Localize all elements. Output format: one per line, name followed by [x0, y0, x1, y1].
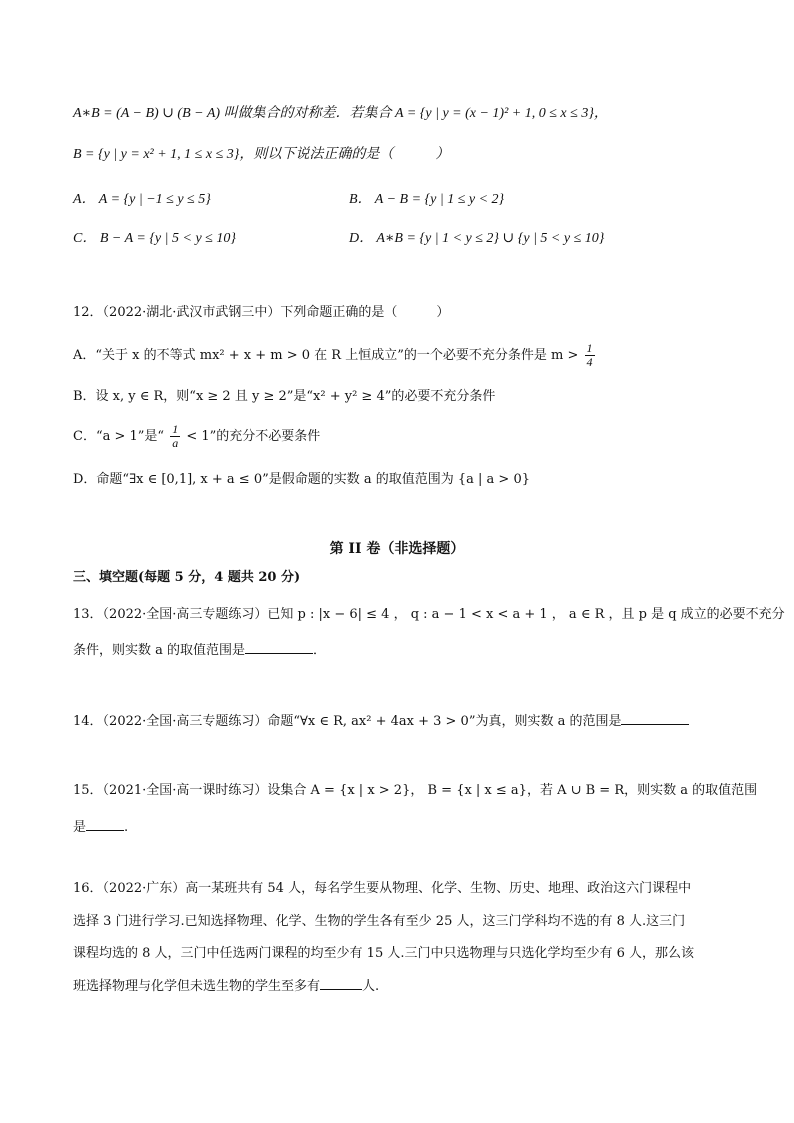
q12-stem: 12．（2022·湖北·武汉市武钢三中）下列命题正确的是（ ） — [73, 305, 450, 320]
q14-text: 14．（2022·全国·高三专题练习）命题“∀x ∈ R, ax² + 4ax + 3 > 0”为真，则实数 a 的范围是 — [73, 714, 622, 729]
q12-option-a — [73, 342, 597, 369]
q16-line1: 16．（2022·广东）高一某班共有 54 人，每名学生要从物理、化学、生物、历史、地理、政治这六门课程中 — [73, 881, 692, 896]
q12-option-c-suffix: < 1”的充分不必要条件 — [186, 429, 321, 444]
q13-line1: 13．（2022·全国·高三专题练习）已知 p : |x − 6| ≤ 4 ， q : a − 1 < x < a + 1 ， a ∈ R ，且 p 是 q 成立的必要不充分 — [73, 607, 785, 622]
q13-line2-end: ． — [313, 643, 327, 658]
q12-option-a-text: A．“关于 x 的不等式 mx² + x + m > 0 在 R 上恒成立”的一个必要不充分条件是 m > — [73, 348, 579, 363]
section3-heading: 三、填空题(每题 5 分，4 题共 20 分) — [73, 570, 301, 585]
q12-option-a-frac-den: 4 — [586, 355, 593, 369]
q12-option-c-frac-num: 1 — [172, 422, 179, 436]
q15-line2-end: . — [124, 820, 129, 835]
q15-line2 — [73, 818, 128, 837]
q16-line3: 课程均选的 8 人，三门中任选两门课程的均至少有 15 人.三门中只选物理与只选化学均至少有 6 人，那么该 — [73, 946, 695, 961]
q15-answer-blank[interactable] — [86, 818, 124, 831]
q12-option-d: D．命题“∃x ∈ [0,1], x + a ≤ 0”是假命题的实数 a 的取值范围为 {a | a > 0} — [73, 472, 530, 487]
q11-line1: A∗B = (A − B) ∪ (B − A) 叫做集合的对称差．若集合 A = {y | y = (x − 1)² + 1, 0 ≤ x ≤ 3}， — [73, 106, 608, 121]
q11-option-a: A． A = {y | −1 ≤ y ≤ 5} — [73, 192, 211, 207]
q12-option-a-frac-num: 1 — [586, 341, 593, 355]
q12-option-c — [73, 423, 320, 450]
q12-option-c-fraction — [170, 423, 180, 450]
q12-option-a-fraction — [585, 342, 595, 369]
q13-line2-text: 条件，则实数 a 的取值范围是 — [73, 643, 246, 658]
q11-line2: B = {y | y = x² + 1, 1 ≤ x ≤ 3}，则以下说法正确的是（ ） — [73, 147, 450, 162]
q14-line — [73, 712, 689, 731]
q15-line2-text: 是 — [73, 820, 87, 835]
q16-line4-end: 人. — [362, 979, 380, 994]
q16-line4-text: 班选择物理与化学但未选生物的学生至多有 — [73, 979, 321, 994]
q11-option-b: B． A − B = {y | 1 ≤ y < 2} — [349, 192, 505, 207]
q13-answer-blank[interactable] — [245, 641, 313, 654]
q12-option-c-prefix: C．“a > 1”是“ — [73, 429, 165, 444]
q13-line2 — [73, 641, 326, 660]
q15-line1: 15．（2021·全国·高一课时练习）设集合 A = {x | x > 2}， B = {x | x ≤ a}，若 A ∪ B = R，则实数 a 的取值范围 — [73, 783, 758, 798]
q12-option-b: B．设 x, y ∈ R，则“x ≥ 2 且 y ≥ 2”是“x² + y² ≥ 4”的必要不充分条件 — [73, 389, 496, 404]
q12-option-c-frac-den: a — [172, 436, 179, 450]
q16-line2: 选择 3 门进行学习.已知选择物理、化学、生物的学生各有至少 25 人，这三门学科均不选的有 8 人.这三门 — [73, 914, 686, 929]
q16-answer-blank[interactable] — [320, 977, 362, 990]
q11-option-c: C． B − A = {y | 5 < y ≤ 10} — [73, 231, 236, 246]
q11-option-d: D． A∗B = {y | 1 < y ≤ 2} ∪ {y | 5 < y ≤ 10} — [349, 231, 605, 246]
part2-title: 第 II 卷（非选择题） — [329, 541, 465, 557]
q16-line4 — [73, 977, 379, 996]
q14-answer-blank[interactable] — [621, 712, 689, 725]
